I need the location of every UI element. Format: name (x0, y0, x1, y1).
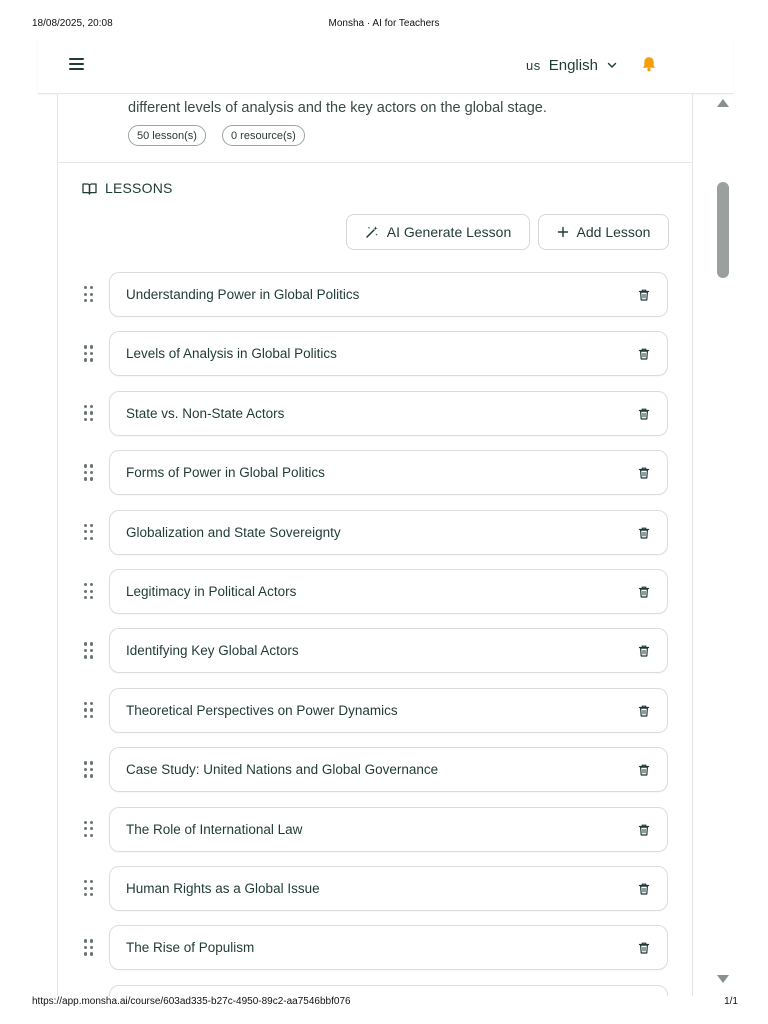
resources-count-badge: 0 resource(s) (222, 125, 305, 146)
lesson-title: Understanding Power in Global Politics (126, 287, 360, 302)
lesson-card[interactable] (109, 807, 668, 852)
trash-icon[interactable] (637, 704, 651, 718)
lesson-row (58, 688, 692, 734)
drag-handle-icon[interactable] (84, 345, 96, 363)
lesson-row (58, 569, 692, 615)
section-divider (58, 162, 692, 163)
scroll-down-arrow-icon[interactable] (716, 974, 730, 984)
print-page-count: 1/1 (724, 996, 738, 1007)
lesson-title: The Rise of Populism (126, 940, 255, 956)
lesson-title: The Role of International Law (126, 821, 303, 837)
course-description: different levels of analysis and the key actors on the global stage. (128, 100, 547, 116)
lesson-card[interactable] (109, 569, 668, 614)
lesson-title: Forms of Power in Global Politics (126, 465, 325, 481)
lesson-row (58, 391, 692, 437)
lesson-card[interactable] (109, 688, 668, 733)
lesson-row (58, 331, 692, 377)
add-lesson-label: Add Lesson (576, 224, 651, 240)
ai-generate-lesson-label: AI Generate Lesson (386, 224, 512, 240)
lessons-count-badge: 50 lesson(s) (128, 125, 206, 146)
top-navigation-bar (38, 36, 733, 94)
lesson-row (58, 510, 692, 556)
drag-handle-icon[interactable] (84, 761, 96, 779)
scrollbar-thumb[interactable] (717, 182, 729, 278)
lesson-row (58, 450, 692, 496)
drag-handle-icon[interactable] (84, 821, 96, 839)
lesson-card[interactable] (109, 628, 668, 673)
trash-icon[interactable] (637, 526, 651, 540)
lesson-card[interactable] (109, 391, 668, 436)
lesson-title: Human Rights as a Global Issue (126, 881, 320, 896)
lesson-card[interactable] (109, 510, 668, 555)
drag-handle-icon[interactable] (84, 880, 96, 898)
lesson-title: Legitimacy in Political Actors (126, 584, 297, 599)
drag-handle-icon[interactable] (84, 583, 96, 601)
lesson-row (58, 925, 692, 971)
drag-handle-icon[interactable] (84, 524, 96, 542)
lesson-title: Identifying Key Global Actors (126, 643, 299, 659)
lessons-heading-label: LESSONS (105, 180, 173, 196)
drag-handle-icon[interactable] (84, 642, 96, 660)
trash-icon[interactable] (637, 823, 651, 837)
lessons-section-heading (82, 180, 173, 196)
lesson-row (58, 747, 692, 793)
language-label: English (548, 56, 598, 74)
lesson-card[interactable] (109, 925, 668, 970)
drag-handle-icon[interactable] (84, 286, 96, 304)
lesson-row (58, 866, 692, 912)
lesson-row (58, 628, 692, 674)
trash-icon[interactable] (637, 941, 651, 955)
lesson-card[interactable] (109, 272, 668, 317)
trash-icon[interactable] (637, 882, 651, 896)
lesson-card[interactable] (109, 866, 668, 911)
drag-handle-icon[interactable] (84, 464, 96, 482)
lesson-card[interactable] (109, 985, 668, 996)
add-lesson-button[interactable] (538, 214, 669, 250)
lesson-title: Case Study: United Nations and Global Governance (126, 762, 439, 778)
lesson-card[interactable] (109, 331, 668, 376)
page-scrollbar[interactable] (714, 94, 732, 996)
hamburger-menu-icon[interactable] (69, 55, 89, 73)
trash-icon[interactable] (637, 585, 651, 599)
language-flag: us (526, 57, 541, 73)
bell-icon[interactable] (640, 55, 658, 73)
print-datetime: 18/08/2025, 20:08 (32, 18, 113, 29)
lesson-row (58, 985, 692, 996)
language-selector[interactable] (526, 55, 617, 75)
lesson-card[interactable] (109, 747, 668, 792)
magic-wand-icon (365, 225, 379, 239)
trash-icon[interactable] (637, 644, 651, 658)
trash-icon[interactable] (637, 407, 651, 421)
scroll-up-arrow-icon[interactable] (716, 98, 730, 108)
lesson-title: Globalization and State Sovereignty (126, 524, 341, 540)
drag-handle-icon[interactable] (84, 939, 96, 957)
book-icon (82, 182, 97, 195)
print-url: https://app.monsha.ai/course/603ad335-b27c-4950-89c2-aa7546bbf076 (32, 996, 351, 1007)
lesson-row (58, 272, 692, 318)
lesson-title: State vs. Non-State Actors (126, 405, 285, 421)
trash-icon[interactable] (637, 347, 651, 361)
trash-icon[interactable] (637, 288, 651, 302)
plus-icon (557, 226, 569, 238)
trash-icon[interactable] (637, 763, 651, 777)
lesson-title: Theoretical Perspectives on Power Dynamics (126, 702, 398, 718)
lesson-title: Levels of Analysis in Global Politics (126, 346, 337, 362)
print-page-title: Monsha · AI for Teachers (328, 18, 440, 29)
ai-generate-lesson-button[interactable] (346, 214, 530, 250)
lesson-card[interactable] (109, 450, 668, 495)
drag-handle-icon[interactable] (84, 702, 96, 720)
trash-icon[interactable] (637, 466, 651, 480)
chevron-down-icon (607, 60, 617, 70)
drag-handle-icon[interactable] (84, 405, 96, 423)
lesson-row (58, 807, 692, 853)
course-content-panel (57, 94, 693, 996)
